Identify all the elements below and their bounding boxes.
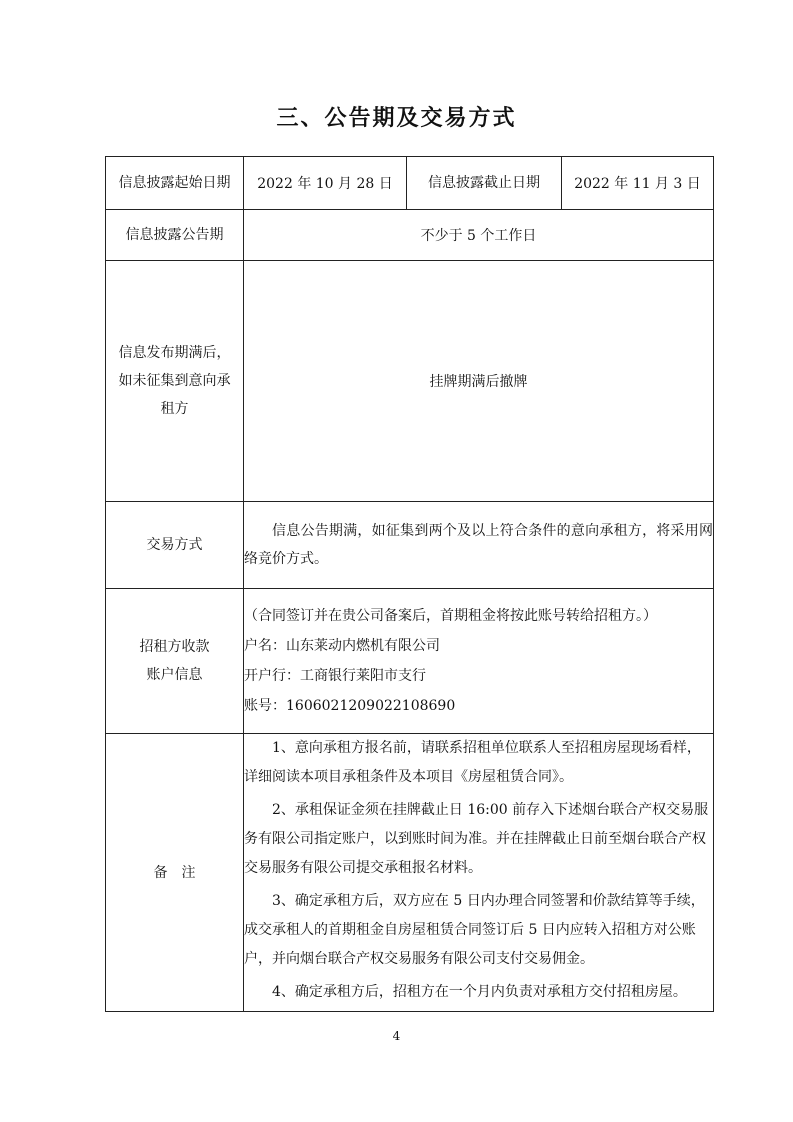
expire-row xyxy=(106,261,714,502)
section-title: 三、公告期及交易方式 xyxy=(276,106,517,131)
account-label-line: 招租方收款 xyxy=(139,639,210,655)
account-number: 账号：1606021209022108690 xyxy=(244,698,456,714)
note-item: 2、承租保证金须在挂牌截止日 16:00 前存入下述烟台联合产权交易服务有限公司指定账户，以到账时间为准。并在挂牌截止日前至烟台联合产权交易服务有限公司提交承租报名材料。 xyxy=(244,802,709,876)
end-date-label: 信息披露截止日期 xyxy=(407,157,562,210)
expire-label-line: 信息发布期满后， xyxy=(118,345,231,361)
expire-value: 挂牌期满后撤牌 xyxy=(244,261,714,502)
account-row xyxy=(106,589,714,734)
period-value: 不少于 5 个工作日 xyxy=(244,210,714,261)
start-date-label: 信息披露起始日期 xyxy=(106,157,244,210)
expire-label-line: 租方 xyxy=(160,401,189,417)
account-label-line: 账户信息 xyxy=(146,667,203,683)
trade-value: 信息公告期满，如征集到两个及以上符合条件的意向承租方，将采用网络竞价方式。 xyxy=(244,523,713,567)
expire-label-line: 如未征集到意向承 xyxy=(118,373,231,389)
page-number: 4 xyxy=(392,1029,401,1043)
account-note: （合同签订并在贵公司备案后，首期租金将按此账号转给招租方。） xyxy=(244,608,657,624)
trade-label: 交易方式 xyxy=(106,502,244,589)
note-item: 3、确定承租方后，双方应在 5 日内办理合同签署和价款结算等手续，成交承租人的首期租金自房屋租赁合同签订后 5 日内应转入招租方对公账户，并向烟台联合产权交易服务有限公司支付交易佣金。 xyxy=(244,893,705,967)
period-row xyxy=(106,210,714,261)
trade-row xyxy=(106,502,714,589)
account-info xyxy=(244,589,714,734)
account-bank: 开户行：工商银行莱阳市支行 xyxy=(244,668,426,684)
account-name: 户名：山东莱动内燃机有限公司 xyxy=(244,638,440,654)
period-label: 信息披露公告期 xyxy=(106,210,244,261)
notes-cell xyxy=(244,734,714,1012)
start-date-value: 2022 年 10 月 28 日 xyxy=(244,157,407,210)
notes-label: 备 注 xyxy=(106,734,244,1012)
account-label xyxy=(106,589,244,734)
note-item: 1、意向承租方报名前，请联系招租单位联系人至招租房屋现场看样，详细阅读本项目承租条件及本项目《房屋租赁合同》。 xyxy=(244,740,701,785)
notes-row xyxy=(106,734,714,1012)
expire-label xyxy=(106,261,244,502)
note-item: 4、确定承租方后，招租方在一个月内负责对承租方交付招租房屋。 xyxy=(272,984,687,1000)
disclosure-table xyxy=(105,156,714,1012)
dates-row xyxy=(106,157,714,210)
end-date-value: 2022 年 11 月 3 日 xyxy=(562,157,714,210)
trade-value-cell xyxy=(244,502,714,589)
